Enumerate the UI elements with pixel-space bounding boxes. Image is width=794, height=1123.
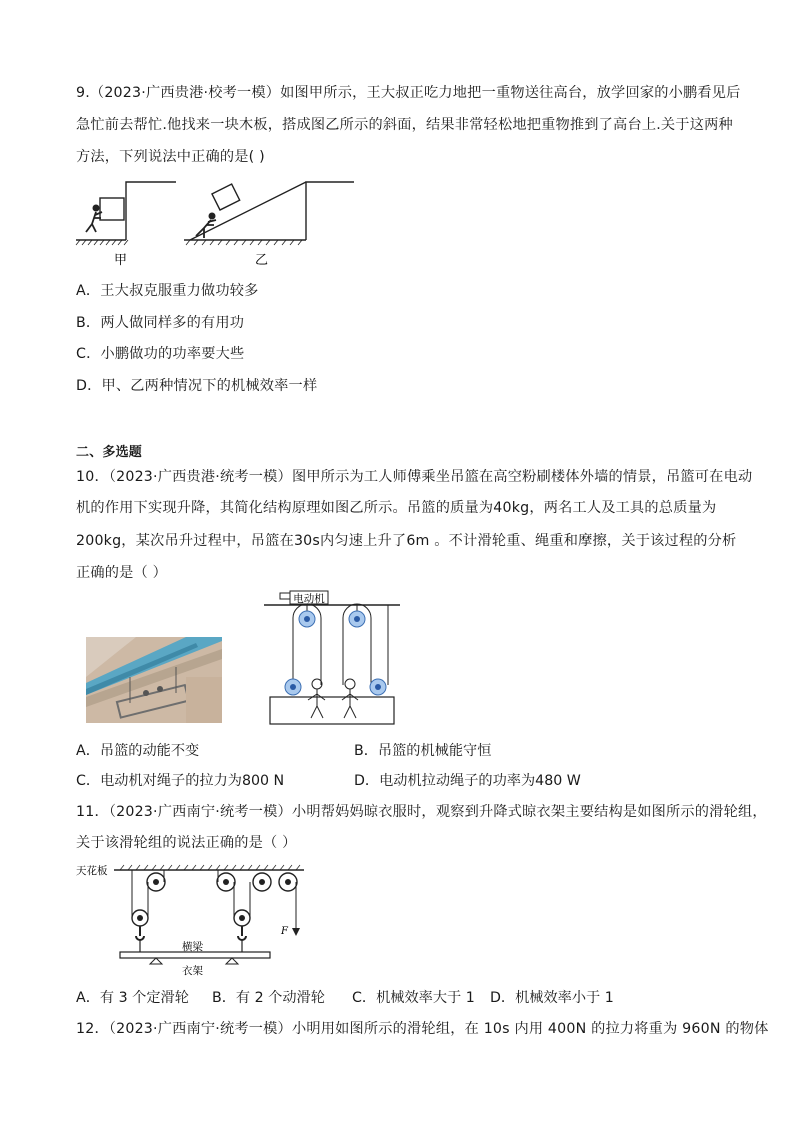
q11-option-c: C．机械效率大于 1	[352, 990, 475, 1006]
q10-diagram	[262, 588, 402, 728]
q11-ceiling-label: 天花板	[76, 865, 108, 877]
q11-stem-line2: 关于该滑轮组的说法正确的是（ ）	[76, 835, 297, 851]
q11-stem-line1: 11．（2023·广西南宁·统考一模）小明帮妈妈晾衣服时，观察到升降式晾衣架主要结构是如图所示的滑轮组，	[76, 804, 767, 820]
q10-stem-line1: 10．（2023·广西贵港·统考一模）图甲所示为工人师傅乘坐吊篮在高空粉刷楼体外墙的情景，吊篮可在电动	[76, 469, 753, 485]
q9-stem-line1: 9.（2023·广西贵港·校考一模）如图甲所示，王大叔正吃力地把一重物送往高台，放学回家的小鹏看见后	[76, 85, 741, 101]
q9-option-a: A．王大叔克服重力做功较多	[76, 283, 259, 299]
q10-option-b: B．吊篮的机械能守恒	[354, 743, 492, 759]
q10-option-d: D．电动机拉动绳子的功率为480 W	[354, 773, 581, 789]
q11-option-a: A．有 3 个定滑轮	[76, 990, 189, 1006]
q10-stem-line4: 正确的是（ ）	[76, 565, 168, 581]
q9-figure-jia	[76, 178, 186, 268]
q9-option-b: B．两人做同样多的有用功	[76, 315, 245, 331]
q9-stem-line2: 急忙前去帮忙.他找来一块木板，搭成图乙所示的斜面，结果非常轻松地把重物推到了高台上.关于这两种	[76, 117, 733, 133]
q10-option-c: C．电动机对绳子的拉力为800 N	[76, 773, 285, 789]
q10-photo	[86, 637, 222, 723]
q9-label-jia: 甲	[114, 253, 128, 268]
section-heading: 二、多选题	[76, 445, 143, 460]
q12-stem-line1: 12．（2023·广西南宁·统考一模）小明用如图所示的滑轮组，在 10s 内用 400N 的拉力将重为 960N 的物体	[76, 1021, 769, 1037]
q10-motor-label: 电动机	[293, 593, 325, 605]
q9-stem-line3: 方法，下列说法中正确的是( )	[76, 149, 265, 165]
q11-option-d: D．机械效率小于 1	[490, 990, 614, 1006]
q9-option-c: C．小鹏做功的功率要大些	[76, 346, 245, 362]
q10-option-a: A．吊篮的动能不变	[76, 743, 200, 759]
q11-option-b: B．有 2 个动滑轮	[212, 990, 325, 1006]
q10-stem-line2: 机的作用下实现升降，其简化结构原理如图乙所示。吊篮的质量为40kg，两名工人及工具的总质量为	[76, 500, 717, 516]
q9-option-d: D．甲、乙两种情况下的机械效率一样	[76, 378, 318, 394]
q11-force-label: F	[281, 926, 288, 937]
q9-label-yi: 乙	[255, 253, 269, 268]
q11-rack-label: 衣架	[182, 965, 203, 977]
q9-figure-yi	[180, 178, 360, 268]
q11-beam-label: 横梁	[182, 941, 203, 953]
q11-diagram	[76, 858, 316, 978]
q10-stem-line3: 200kg，某次吊升过程中，吊篮在30s内匀速上升了6m 。不计滑轮重、绳重和摩擦，关于该过程的分析	[76, 533, 737, 549]
